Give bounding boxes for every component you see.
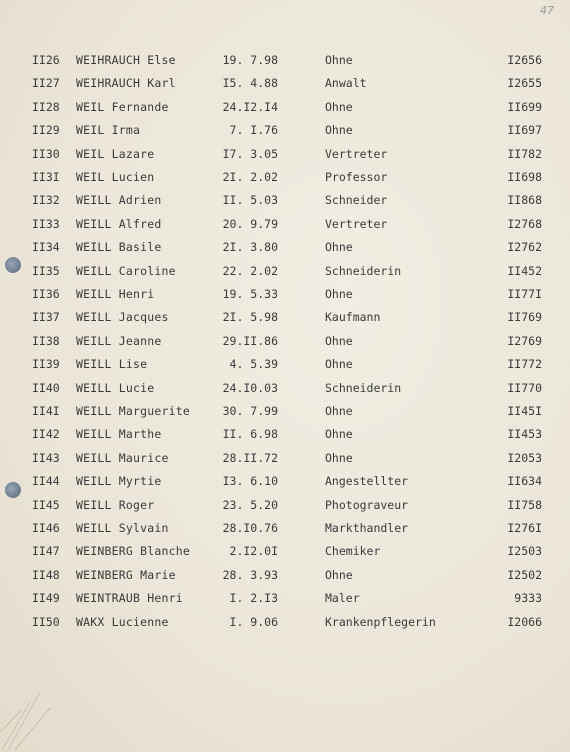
entry-id: II35 [32,263,60,278]
entry-name: WEILL Marthe [76,427,162,442]
entry-id: II50 [32,614,60,629]
entry-occupation: Ohne [325,333,353,348]
entry-occupation: Ohne [325,404,353,418]
table-row [0,518,570,538]
entry-number: II699 [507,99,542,114]
entry-birthdate: 28. 3.93 [222,567,278,582]
entry-occupation: Vertreter [325,216,388,231]
entry-birthdate: 2I. 5.98 [222,310,278,325]
entry-id: II33 [32,216,60,231]
entry-id: II28 [32,99,60,114]
entry-id: II43 [32,450,60,465]
entry-birthdate: 2I. 3.80 [222,240,278,255]
entry-id: II30 [32,146,60,161]
entry-id: II3I [32,170,60,184]
entry-name: WEIHRAUCH Else [76,53,176,67]
entry-occupation: Ohne [325,123,353,138]
entry-birthdate: II. 5.03 [222,193,278,208]
entry-occupation: Ohne [325,567,353,582]
entry-occupation: Ohne [325,53,353,67]
entry-name: WEIL Irma [76,123,141,138]
table-row [0,495,570,515]
table-row [0,50,570,70]
entry-id: II39 [32,357,60,372]
entry-number: II453 [507,427,542,442]
entry-name: WEILL Maurice [76,450,169,465]
entry-number: II769 [507,310,542,325]
table-row [0,448,570,468]
entry-id: II49 [32,591,60,606]
table-row [0,97,570,117]
entry-id: II26 [32,53,60,67]
entry-occupation: Schneider [325,193,388,208]
table-row [0,167,570,187]
entry-birthdate: II. 6.98 [222,427,278,442]
entry-number: II452 [507,263,542,278]
entry-occupation: Markthandler [325,521,409,535]
entry-name: WEILL Jeanne [76,333,162,348]
entry-occupation: Ohne [325,99,353,114]
entry-id: II45 [32,497,60,512]
entry-occupation: Ohne [325,357,353,372]
entry-number: I2655 [507,76,542,91]
entry-name: WEIL Lazare [76,146,155,161]
entry-occupation: Kaufmann [325,310,381,325]
entry-number: II868 [507,193,542,208]
entry-id: II46 [32,521,60,535]
entry-name: WEINTRAUB Henri [76,591,183,606]
entry-birthdate: I. 9.06 [229,614,278,629]
entry-occupation: Ohne [325,450,353,465]
table-row [0,471,570,491]
table-row [0,261,570,281]
entry-occupation: Photograveur [325,497,409,512]
entry-occupation: Vertreter [325,146,388,161]
entry-name: WEILL Lucie [76,380,155,395]
entry-birthdate: I. 2.I3 [229,591,278,606]
entry-id: II27 [32,76,60,91]
entry-number: I2503 [507,544,542,559]
entry-occupation: Ohne [325,427,353,442]
entry-occupation: Schneiderin [325,263,402,278]
entry-number: II770 [507,380,542,395]
table-row [0,331,570,351]
entry-birthdate: 20. 9.79 [222,216,278,231]
entry-birthdate: 7. I.76 [229,123,278,138]
entry-name: WEILL Henri [76,287,155,301]
entry-id: II40 [32,380,60,395]
entry-name: WEILL Lise [76,357,148,372]
entry-number: I2762 [507,240,542,255]
table-row [0,565,570,585]
entry-birthdate: I3. 6.10 [222,474,278,489]
entry-number: II758 [507,497,542,512]
entry-name: WEIHRAUCH Karl [76,76,176,91]
entry-occupation: Maler [325,591,360,606]
entry-name: WEILL Roger [76,497,155,512]
entry-birthdate: I5. 4.88 [222,76,278,91]
table-row [0,541,570,561]
page-number: 47 [540,4,554,17]
table-row [0,401,570,421]
table-row [0,424,570,444]
entry-occupation: Professor [325,170,388,184]
entry-number: II782 [507,146,542,161]
entry-name: WEINBERG Marie [76,567,176,582]
entry-id: II36 [32,287,60,301]
entry-occupation: Ohne [325,287,353,301]
entry-birthdate: 30. 7.99 [222,404,278,418]
entry-name: WEINBERG Blanche [76,544,190,559]
entry-name: WEILL Caroline [76,263,176,278]
entry-name: WEILL Myrtie [76,474,162,489]
entry-id: II38 [32,333,60,348]
entry-occupation: Schneiderin [325,380,402,395]
entry-occupation: Anwalt [325,76,367,91]
entry-number: I2053 [507,450,542,465]
entry-number: I2656 [507,53,542,67]
margin-sketch [0,632,70,752]
entry-birthdate: 2I. 2.02 [222,170,278,184]
entry-name: WEIL Lucien [76,170,155,184]
table-row [0,214,570,234]
entry-number: 9333 [514,591,542,606]
entry-number: II45I [507,404,542,418]
entry-birthdate: 28.II.72 [222,450,278,465]
table-row [0,588,570,608]
entry-birthdate: 19. 7.98 [222,53,278,67]
entry-name: WEILL Adrien [76,193,162,208]
entry-id: II42 [32,427,60,442]
entry-birthdate: 22. 2.02 [222,263,278,278]
table-row [0,284,570,304]
entry-name: WEILL Jacques [76,310,169,325]
entry-birthdate: 24.I2.I4 [222,99,278,114]
entry-occupation: Ohne [325,240,353,255]
table-row [0,237,570,257]
entry-id: II44 [32,474,60,489]
entry-birthdate: 2.I2.0I [229,544,278,559]
table-row [0,354,570,374]
entry-occupation: Krankenpflegerin [325,614,436,629]
table-row [0,73,570,93]
entry-number: II77I [507,287,542,301]
entry-birthdate: 29.II.86 [222,333,278,348]
table-row [0,378,570,398]
table-row [0,190,570,210]
entry-number: II697 [507,123,542,138]
entry-number: I2768 [507,216,542,231]
entry-name: WAKX Lucienne [76,614,169,629]
entry-birthdate: 19. 5.33 [222,287,278,301]
entry-id: II4I [32,404,60,418]
entry-name: WEILL Basile [76,240,162,255]
entry-birthdate: I7. 3.05 [222,146,278,161]
entry-id: II37 [32,310,60,325]
entry-birthdate: 24.I0.03 [222,380,278,395]
table-row [0,120,570,140]
entry-number: I276I [507,521,542,535]
entry-occupation: Angestellter [325,474,409,489]
entry-id: II48 [32,567,60,582]
entry-name: WEIL Fernande [76,99,169,114]
table-row [0,307,570,327]
entry-number: I2502 [507,567,542,582]
entry-number: II698 [507,170,542,184]
entry-occupation: Chemiker [325,544,381,559]
entry-number: II634 [507,474,542,489]
entry-birthdate: 4. 5.39 [229,357,278,372]
entry-birthdate: 23. 5.20 [222,497,278,512]
entry-name: WEILL Sylvain [76,521,169,535]
entry-number: II772 [507,357,542,372]
entry-name: WEILL Alfred [76,216,162,231]
entry-number: I2769 [507,333,542,348]
entry-id: II34 [32,240,60,255]
table-row [0,144,570,164]
entry-name: WEILL Marguerite [76,404,190,418]
table-row [0,612,570,632]
entry-id: II29 [32,123,60,138]
entry-birthdate: 28.I0.76 [222,521,278,535]
entry-id: II47 [32,544,60,559]
entry-number: I2066 [507,614,542,629]
entry-id: II32 [32,193,60,208]
